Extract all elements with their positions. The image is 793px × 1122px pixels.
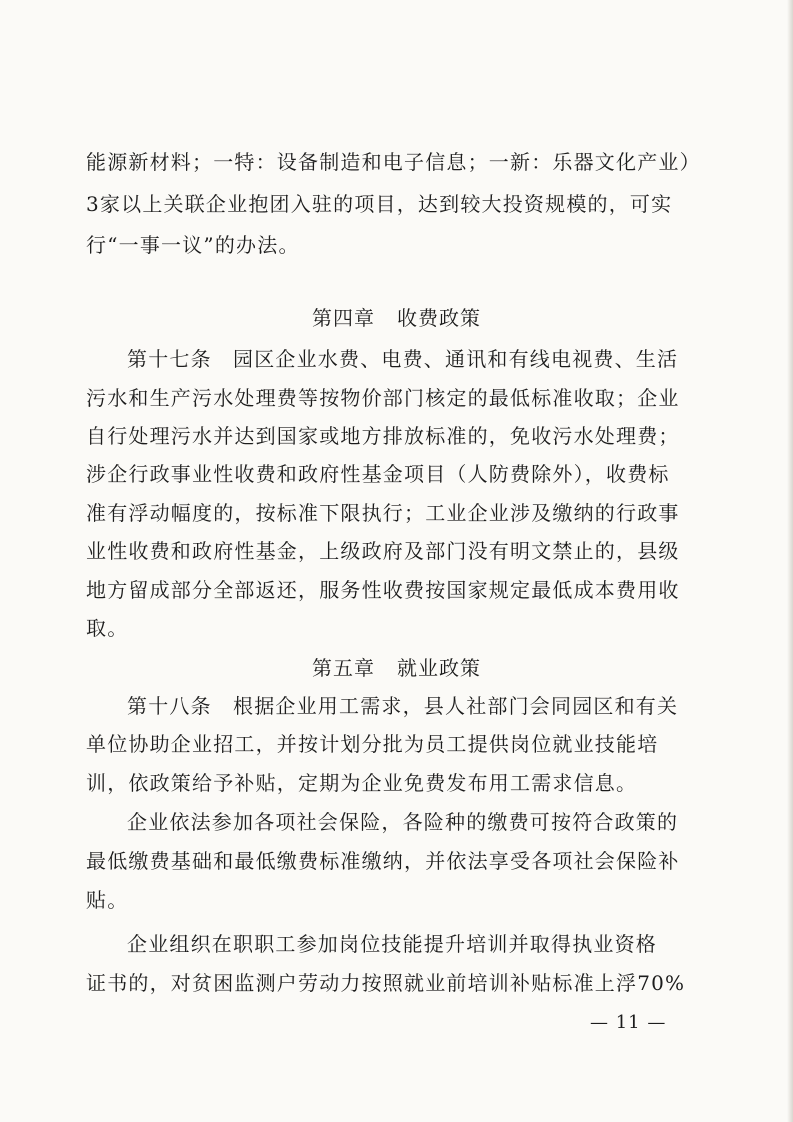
- text-line: 训，依政策给予补贴，定期为企业免费发布用工需求信息。: [86, 771, 638, 795]
- chapter-heading: [0, 306, 793, 330]
- text-line: 地方留成部分全部返还，服务性收费按国家规定最低成本费用收: [86, 578, 680, 602]
- text-line: 涉企行政事业性收费和政府性基金项目（人防费除外），收费标: [86, 462, 670, 486]
- text-line: 污水和生产污水处理费等按物价部门核定的最低标准收取；企业: [86, 386, 680, 410]
- text-line: 贴。: [86, 888, 129, 912]
- text-line: 最低缴费基础和最低缴费标准缴纳，并依法享受各项社会保险补: [86, 849, 680, 873]
- text-line: 业性收费和政府性基金，上级政府及部门没有明文禁止的，县级: [86, 539, 680, 563]
- chapter-number: 第四章: [312, 306, 375, 330]
- text-line: 企业依法参加各项社会保险，各险种的缴费可按符合政策的: [127, 810, 679, 834]
- chapter-title: 收费政策: [397, 306, 481, 330]
- text-line: 证书的，对贫困监测户劳动力按照就业前培训补贴标准上浮70%: [86, 971, 686, 995]
- scan-edge-shadow: [787, 0, 793, 1122]
- page-number: — 11 —: [590, 1012, 667, 1033]
- text-line: 3家以上关联企业抱团入驻的项目，达到较大投资规模的，可实: [86, 192, 673, 216]
- chapter-title: 就业政策: [397, 656, 481, 680]
- text-line: 能源新材料；一特：设备制造和电子信息；一新：乐器文化产业）: [86, 150, 701, 174]
- text-line: 自行处理污水并达到国家或地方排放标准的，免收污水处理费；: [86, 424, 680, 448]
- text-line: 取。: [86, 616, 129, 640]
- text-line: 准有浮动幅度的，按标准下限执行；工业企业涉及缴纳的行政事: [86, 501, 680, 525]
- text-line: 行“一事一议”的办法。: [86, 233, 300, 257]
- text-line: 单位协助企业招工，并按计划分批为员工提供岗位就业技能培: [86, 732, 659, 756]
- text-line: 第十八条 根据企业用工需求，县人社部门会同园区和有关: [127, 694, 679, 718]
- text-line: 企业组织在职职工参加岗位技能提升培训并取得执业资格: [127, 932, 657, 956]
- chapter-heading: [0, 656, 793, 680]
- chapter-number: 第五章: [312, 656, 375, 680]
- text-line: 第十七条 园区企业水费、电费、通讯和有线电视费、生活: [127, 347, 679, 371]
